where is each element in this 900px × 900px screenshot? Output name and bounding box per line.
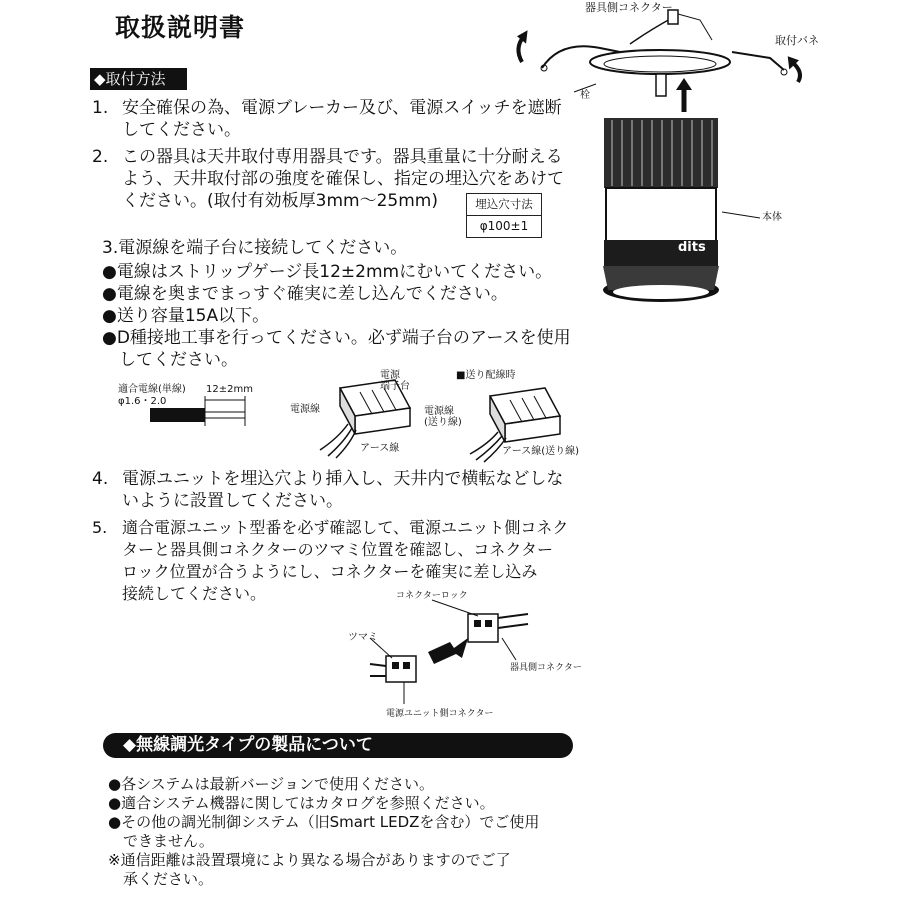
step-text: 接続してください。 [122,584,267,603]
step-5 [92,517,568,605]
feed-wire-label: (送り線) [424,417,462,428]
strip-length-label: 12±2mm [206,384,253,395]
step-text: ターと器具側コネクターのツマミ位置を確認し、コネクター [122,540,554,559]
terminal-label-2: 端子台 [380,381,410,392]
section-heading-install: ◆取付方法 [90,68,187,90]
earth-feed-label: アース線(送り線) [502,446,580,457]
page-title: 取扱説明書 [115,13,246,42]
step-number: 3. [102,238,119,258]
hole-size-value: φ100±1 [479,219,529,233]
connector-lock-label: コネクターロック [396,591,468,601]
note-item: ●適合システム機器に関してはカタログを参照ください。 [108,794,495,812]
notes-list [108,775,539,889]
note-item: 承ください。 [123,870,214,888]
note-item: ※通信距離は設置環境により異なる場合がありますのでご了 [108,851,511,869]
bullet-item: ●送り容量15A以下。 [102,306,270,326]
brand-logo: dits [678,240,706,255]
step-text: 適合電源ユニット型番を必ず確認して、電源ユニット側コネク [122,518,569,537]
bullet-item: ●D種接地工事を行ってください。必ず端子台のアースを使用 [102,328,571,348]
knob-label: ツマミ [348,632,378,643]
label-connector: 器具側コネクター [585,1,673,14]
label-body: 本体 [762,212,782,223]
step-text: 安全確保の為、電源ブレーカー及び、電源スイッチを遮断 [122,98,562,118]
step-number: 1. [92,98,109,118]
wire-type-label: 適合電線(単線) [118,384,186,395]
step-text: ください。(取付有効板厚3mm～25mm) [122,191,438,211]
step-text: 電源線を端子台に接続してください。 [118,238,408,258]
section-heading-wireless: ◆無線調光タイプの製品について [103,733,573,758]
connector-diagram [370,600,550,710]
step-number: 5. [92,518,108,537]
label-bolt: 栓 [580,90,590,101]
label-spring: 取付バネ [775,34,819,47]
note-item: ●各システムは最新バージョンで使用ください。 [108,775,434,793]
step-1 [92,97,562,141]
step-text: いように設置してください。 [122,491,343,511]
step-text: してください。 [122,120,241,140]
power-wire-label-b: 電源線 [424,406,454,417]
step-number: 4. [92,469,109,489]
note-item: ●その他の調光制御システム（旧Smart LEDZを含む）でご使用 [108,813,540,831]
step-3 [102,237,407,259]
terminal-label-1: 電源 [380,370,400,381]
hole-size-header: 埋込穴寸法 [467,194,541,216]
wire-strip-diagram [150,396,260,436]
earth-wire-label: アース線 [360,443,400,454]
power-wire-label: 電源線 [290,404,320,415]
fixture-side-connector-label: 器具側コネクター [510,663,582,673]
step-text: よう、天井取付部の強度を確保し、指定の埋込穴をあけて [122,169,564,189]
step-number: 2. [92,147,109,167]
feed-wiring-title: ■送り配線時 [456,370,516,381]
bullet-item: してください。 [119,350,238,370]
note-item: できません。 [123,832,214,850]
step-text: ロック位置が合うようにし、コネクターを確実に差し込み [122,562,538,581]
bullet-item: ●電線を奥までまっすぐ確実に差し込んでください。 [102,284,508,304]
unit-side-connector-label: 電源ユニット側コネクター [386,709,494,719]
step-text: この器具は天井取付専用器具です。器具重量に十分耐える [122,147,563,167]
step-4 [92,468,563,512]
wire-size-label: φ1.6・2.0 [118,396,167,407]
bullet-item: ●電線はストリップゲージ長12±2mmにむいてください。 [102,262,553,282]
step-text: 電源ユニットを埋込穴より挿入し、天井内で横転などしな [122,469,564,489]
